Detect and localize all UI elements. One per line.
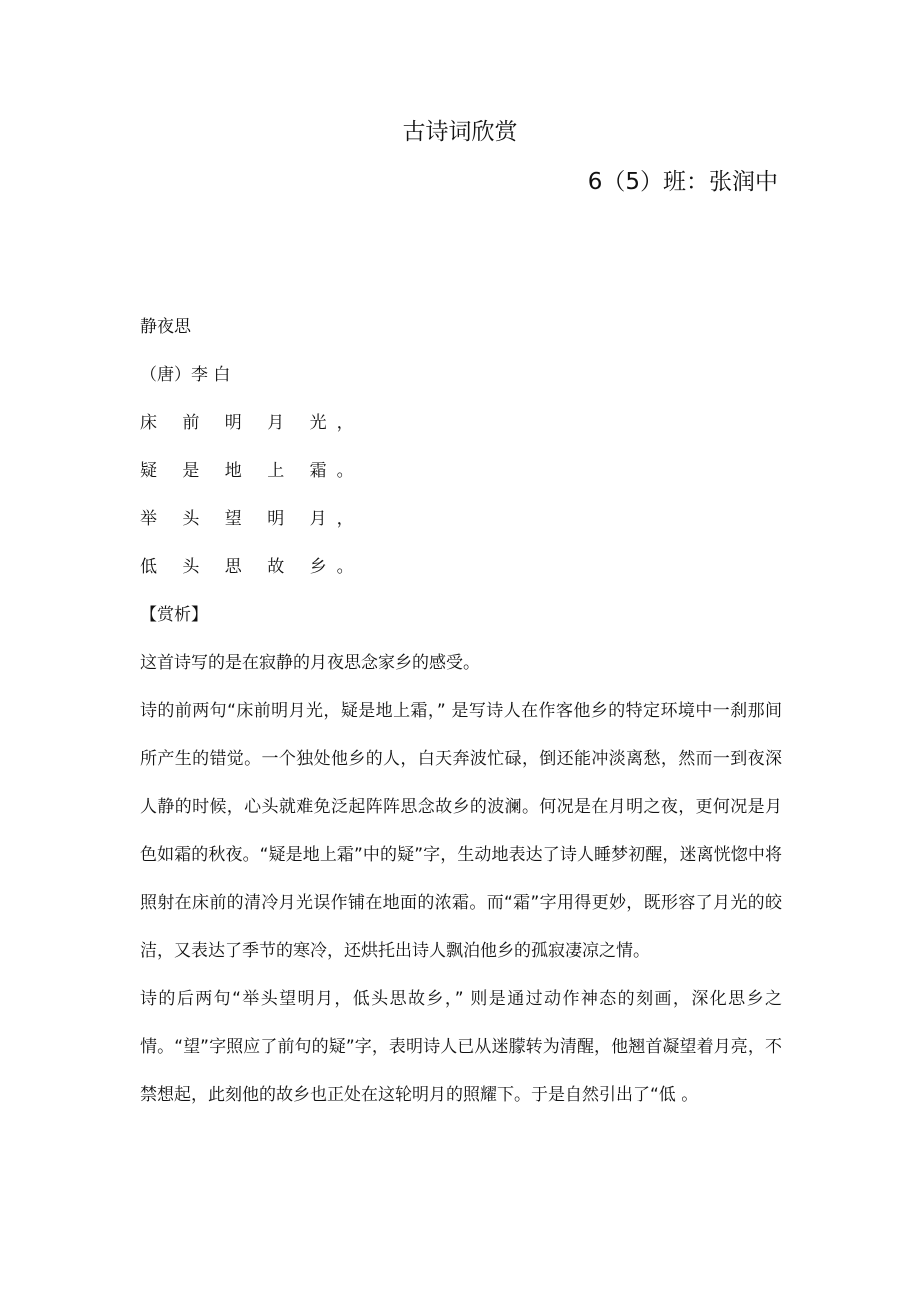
analysis-paragraph-2: 诗的前两句“床前明月光，疑是地上霜，” 是写诗人在作客他乡的特定环境中一刹那间所产生的错觉。一个独处他乡的人，白天奔波忙碌，倒还能冲淡离愁，然而一到夜深人静的时候，心头就难免泛起阵阵思念故乡的波澜。何况是在月明之夜，更何况是月色如霜的秋夜。“疑是地上霜”中的疑”字，生动地表达了诗人睡梦初醒，迷离恍惚中将照射在床前的清冷月光误作铺在地面的浓霜。而“霜”字用得更妙，既形容了月光的皎洁，又表达了季节的寒冷，还烘托出诗人飘泊他乡的孤寂凄凉之情。 bbox=[140, 701, 782, 961]
document-title: 古诗词欣赏 bbox=[402, 119, 518, 145]
document-body bbox=[140, 310, 782, 1119]
poem-author: （唐）李 白 bbox=[140, 365, 231, 385]
poem-line-2: 疑 是 地 上 霜。 bbox=[140, 461, 364, 481]
analysis-paragraph-3: 诗的后两句“举头望明月，低头思故乡，” 则是通过动作神态的刻画，深化思乡之情。“望”字照应了前句的疑”字，表明诗人已从迷朦转为清醒，他翘首凝望着月亮，不禁想起，此刻他的故乡也正处在这轮明月的照耀下。于是自然引出了“低 。 bbox=[140, 989, 782, 1105]
poem-line-3: 举 头 望 明 月， bbox=[140, 509, 364, 529]
analysis-heading: 【赏析】 bbox=[140, 605, 208, 625]
poem-line-1: 床 前 明 月 光， bbox=[140, 413, 364, 433]
author-line: 6（5）班：张润中 bbox=[587, 169, 778, 195]
poem-line-4: 低 头 思 故 乡。 bbox=[140, 557, 364, 577]
poem-title: 静夜思 bbox=[140, 317, 191, 337]
analysis-paragraph-1: 这首诗写的是在寂静的月夜思念家乡的感受。 bbox=[140, 653, 480, 673]
